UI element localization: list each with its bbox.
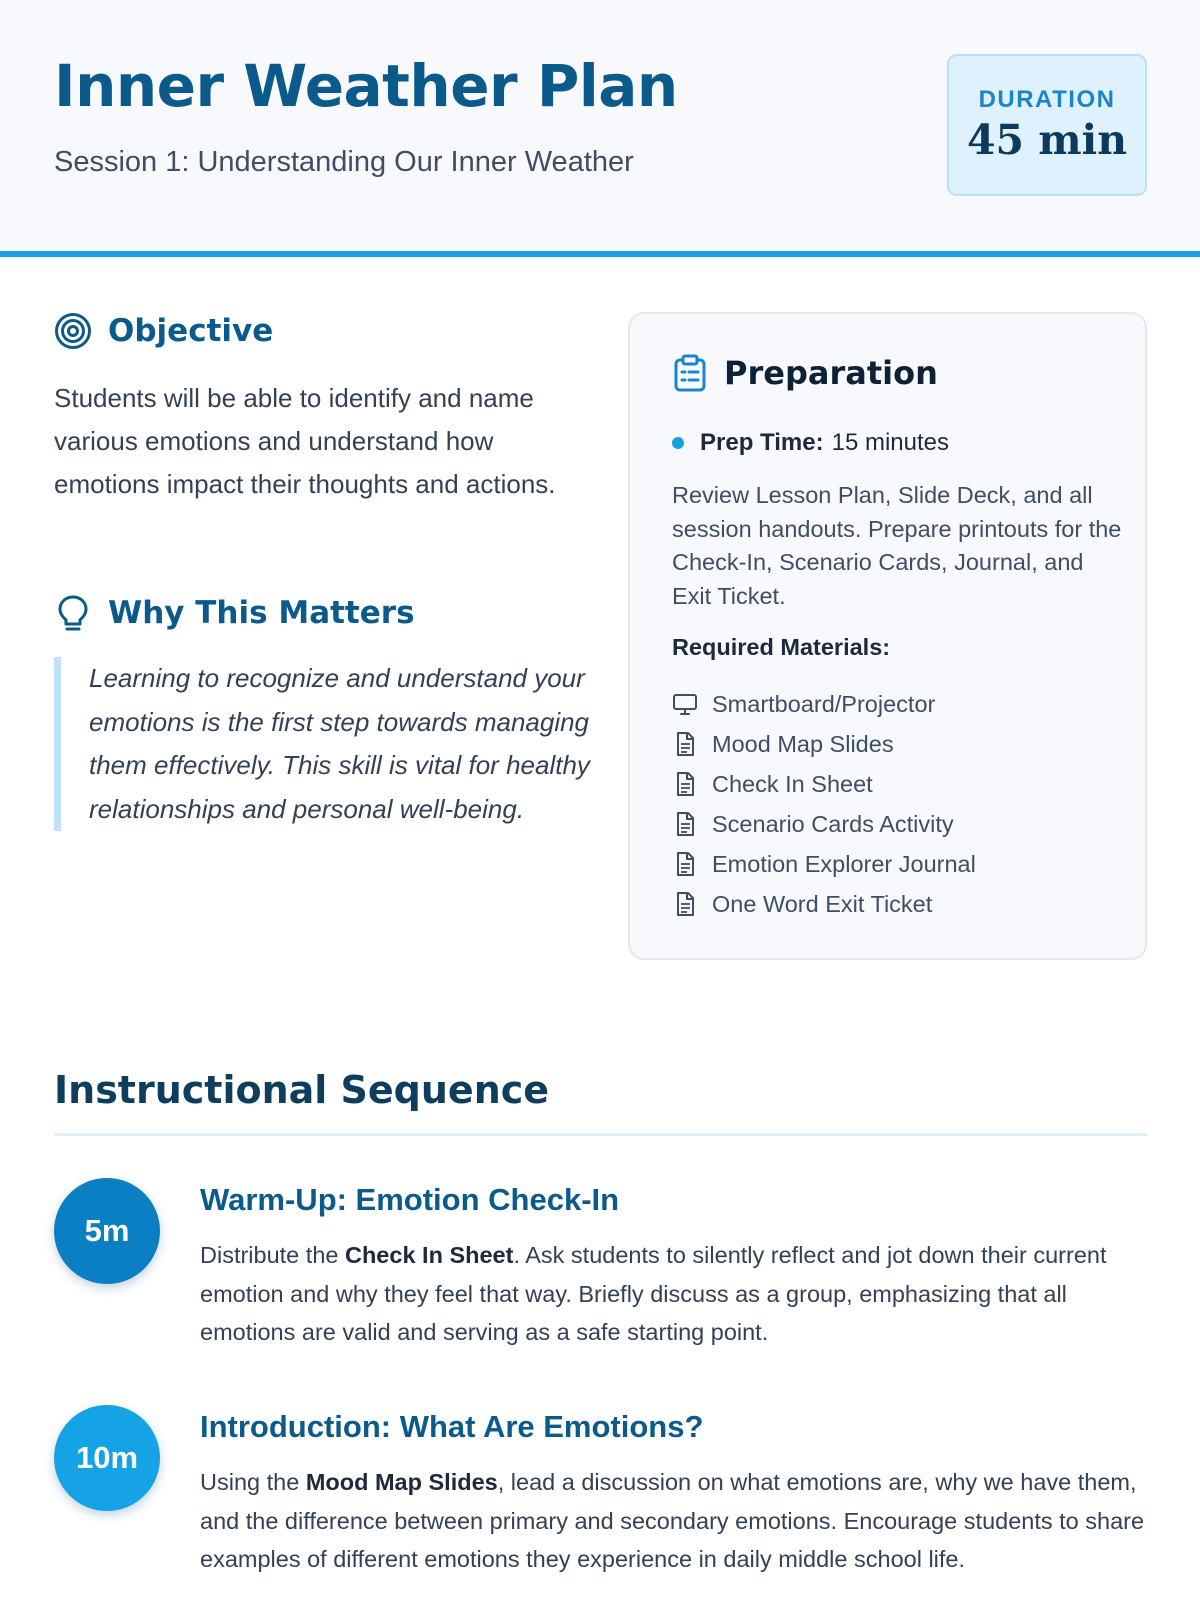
clipboard-icon [672, 354, 708, 392]
why-quote: Learning to recognize and understand your emotions is the first step towards managing them effectively. This skill is vital for healthy relationships and personal well-being. [54, 657, 594, 831]
material-label: Mood Map Slides [712, 730, 894, 757]
step-title: Warm-Up: Emotion Check-In [200, 1182, 620, 1217]
material-label: Check In Sheet [712, 770, 873, 797]
sequence-title: Instructional Sequence [54, 1068, 550, 1112]
preparation-card [628, 312, 1147, 960]
material-label: Emotion Explorer Journal [712, 850, 976, 877]
monitor-icon [672, 691, 698, 717]
preparation-description: Review Lesson Plan, Slide Deck, and all session handouts. Prepare printouts for the Check-In, Scenario Cards, Journal, and Exit Ticket. [672, 482, 1122, 609]
duration-value: 45 min [966, 116, 1128, 164]
step-text-after: , lead a discussion on what emotions are, why we have them, and the difference between primary and secondary emotions. Encourage students to share examples of different emotions they experience in daily middle school life. [200, 1469, 1145, 1572]
step-title: Introduction: What Are Emotions? [200, 1409, 704, 1444]
material-label: One Word Exit Ticket [712, 890, 933, 917]
materials-list [672, 684, 976, 924]
prep-time [672, 429, 949, 457]
lightbulb-icon [54, 593, 92, 633]
document-icon [672, 771, 698, 797]
step-text-before: Distribute the [200, 1242, 345, 1268]
duration-badge [947, 54, 1147, 196]
material-item [672, 884, 976, 924]
document-icon [672, 731, 698, 757]
document-icon [672, 891, 698, 917]
material-item [672, 684, 976, 724]
page-title: Inner Weather Plan [54, 52, 678, 120]
objective-text: Students will be able to identify and name various emotions and understand how emotions impact their thoughts and actions. [54, 383, 556, 499]
step-text-after: . Ask students to silently reflect and jot down their current emotion and why they feel that way. Briefly discuss as a group, emphasizing that all emotions are valid and serving as a safe starting point. [200, 1242, 1107, 1345]
page-subtitle: Session 1: Understanding Our Inner Weather [54, 146, 634, 178]
material-label: Scenario Cards Activity [712, 810, 954, 837]
section-divider [54, 1133, 1147, 1136]
step-text-material: Mood Map Slides [305, 1469, 498, 1495]
material-item [672, 764, 976, 804]
why-heading-label: Why This Matters [108, 595, 415, 631]
objective-heading-label: Objective [108, 313, 274, 349]
step-text-before: Using the [200, 1469, 306, 1495]
material-item [672, 844, 976, 884]
step-time-badge: 5m [54, 1178, 160, 1284]
step-time-badge: 10m [54, 1405, 160, 1511]
duration-label: DURATION [978, 86, 1116, 113]
document-icon [672, 811, 698, 837]
material-item [672, 724, 976, 764]
step-description [200, 1463, 1145, 1579]
target-icon [54, 312, 92, 350]
page-header [0, 0, 1200, 257]
step-description [200, 1236, 1145, 1352]
preparation-heading [672, 354, 938, 392]
document-icon [672, 851, 698, 877]
objective-heading [54, 312, 273, 350]
why-heading [54, 593, 415, 633]
prep-time-label: Prep Time: [700, 429, 824, 456]
preparation-heading-label: Preparation [724, 354, 938, 392]
materials-label: Required Materials: [672, 634, 891, 660]
step-text-material: Check In Sheet [344, 1242, 514, 1268]
prep-time-value: 15 minutes [831, 429, 950, 456]
material-label: Smartboard/Projector [712, 690, 936, 717]
material-item [672, 804, 976, 844]
bullet-dot [672, 437, 684, 449]
